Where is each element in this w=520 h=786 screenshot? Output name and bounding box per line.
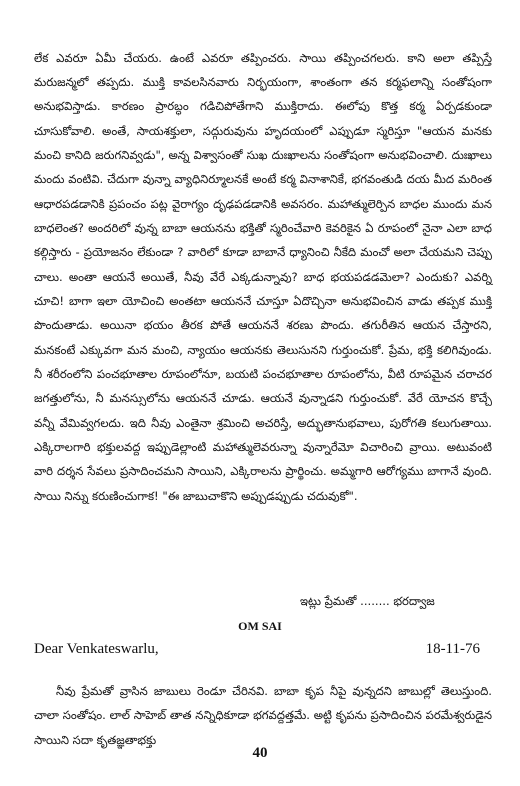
letter-continuation-paragraph: లేక ఎవరూ ఏమీ చేయరు. ఉంటే ఎవరూ తప్పించరు. సాయి తప్పించగలరు. కాని అలా తప్పిస్తే మరుజన్మలో తప్పదు. ముక్తి కావలసినవారు నిర్భయంగా, శాంతంగా తన కర్మఫలాన్ని సంతోషంగా అనుభవిస్తాడు. కారణం ప్రారబ్ధం గడిచిపోతేగాని ముక్తిరాదు. ఈలోపు కొత్త కర్మ ఏర్పడకుండా చూసుకోవాలి. అంతే, సాయశక్తులా, సద్గురువును హృదయంలో ఎప్పుడూ స్మరిస్తూ "ఆయన మనకు మంచి కానిది జరుగనివ్వడు", అన్న విశ్వాసంతో సుఖ దుఃఖాలను సంతోషంగా అనుభవించాలి. దుఃఖాలు మందు వంటివి. చేదుగా వున్నా వ్యాధినిర్మూలనకే అంటే కర్మ వినాశానికే, భగవంతుడి దయ మీద మరింత ఆధారపడడానికి ప్రపంచం పట్ల వైరాగ్యం దృఢపడడానికి అవసరం. మహాత్ములెర్పిన బాధల ముందు మన బాధలెంత? అందరిలో వున్న బాబా ఆయనను భక్తితో స్మరించేవారి కెవరికైన ఏ రూపంలో నైనా ఎలా బాధ కల్గిస్తారు - ప్రయోజనం లేకుండా ? వారిలో కూడా బాబానే ధ్యానించి నీకేది మంచో అలా చేయమని చెప్పు చాలు. అంతా ఆయనే అయితే, నీవు వేరే ఎక్కడున్నావు? బాధ భయపడడమెలా? ఎందుకు? ఎవర్ని చూచి! బాగా ఇలా యోచించి అంతటా ఆయననే చూస్తూ ఏదొచ్చినా అనుభవించిన వాడు తప్పక ముక్తి పొందుతాడు. అయినా భయం తీరక పోతే ఆయననే శరణు పొందు. తగురీతిన ఆయన చేస్తారని, మనకంటే ఎక్కువగా మన మంచి, న్యాయం ఆయనకు తెలుసునని గుర్తుంచుకో. ప్రేమ, భక్తి కలిగివుండు. నీ శరీరంలోని పంచభూతాల రూపంలోనూ, బయటి పంచభూతాల రూపంలోను, వీటి రూపమైన చరాచర జగత్తులోను, నీ మనస్సులోను ఆయననే చూడు. ఆయనే వున్నాడని గుర్తుంచుకో. వేరే యోచన కొచ్చే వన్నీ వేమివ్వగలదు. ఇది నీవు ఎంతైనా శ్రమించి అచరిస్తే, అద్భుతానుభవాలు, పురోగతి కలుగుతాయి. ఎక్కిరాలగారి భక్తులవద్ద ఇప్పుడెల్లాంటి మహాత్ములెవరున్నా వున్నారేమో విచారించి వ్రాయి. అటువంటి వారి దర్శన సేవలు ప్రసాదించమని సాయిని, ఎక్కిరాలను ప్రార్థించు. అమ్మగారి ఆరోగ్యము బాగానే వుంది. సాయి నిన్ను కరుణించుగాక! "ఈ జాబుచాకొని అప్పుడప్పుడు చదువుకో".: [34, 50, 492, 503]
section-heading: OM SAI: [238, 619, 282, 633]
letter-body-paragraph: నీవు ప్రేమతో వ్రాసిన జాబులు రెండూ చేరినవి. బాబా కృప నీపై వున్నదని జాబుల్లో తెలుస్తుంది. చాలా సంతోషం. లాల్ సాహెబ్ తాత నన్నిధికూడా భగవద్దత్తమే. అట్టి కృపను ప్రసాదించిన పరమేశ్వరుడైన సాయిని సదా కృతజ్ఞతాభక్తు: [34, 683, 492, 747]
salutation: Dear Venkateswarlu,: [34, 641, 159, 657]
letter-date: 18-11-76: [425, 641, 480, 657]
signature-line: ఇట్లు ప్రేమతో ........ భరద్వాజ: [300, 594, 435, 608]
salutation-row: [34, 641, 494, 663]
page-number: 40: [252, 745, 268, 761]
